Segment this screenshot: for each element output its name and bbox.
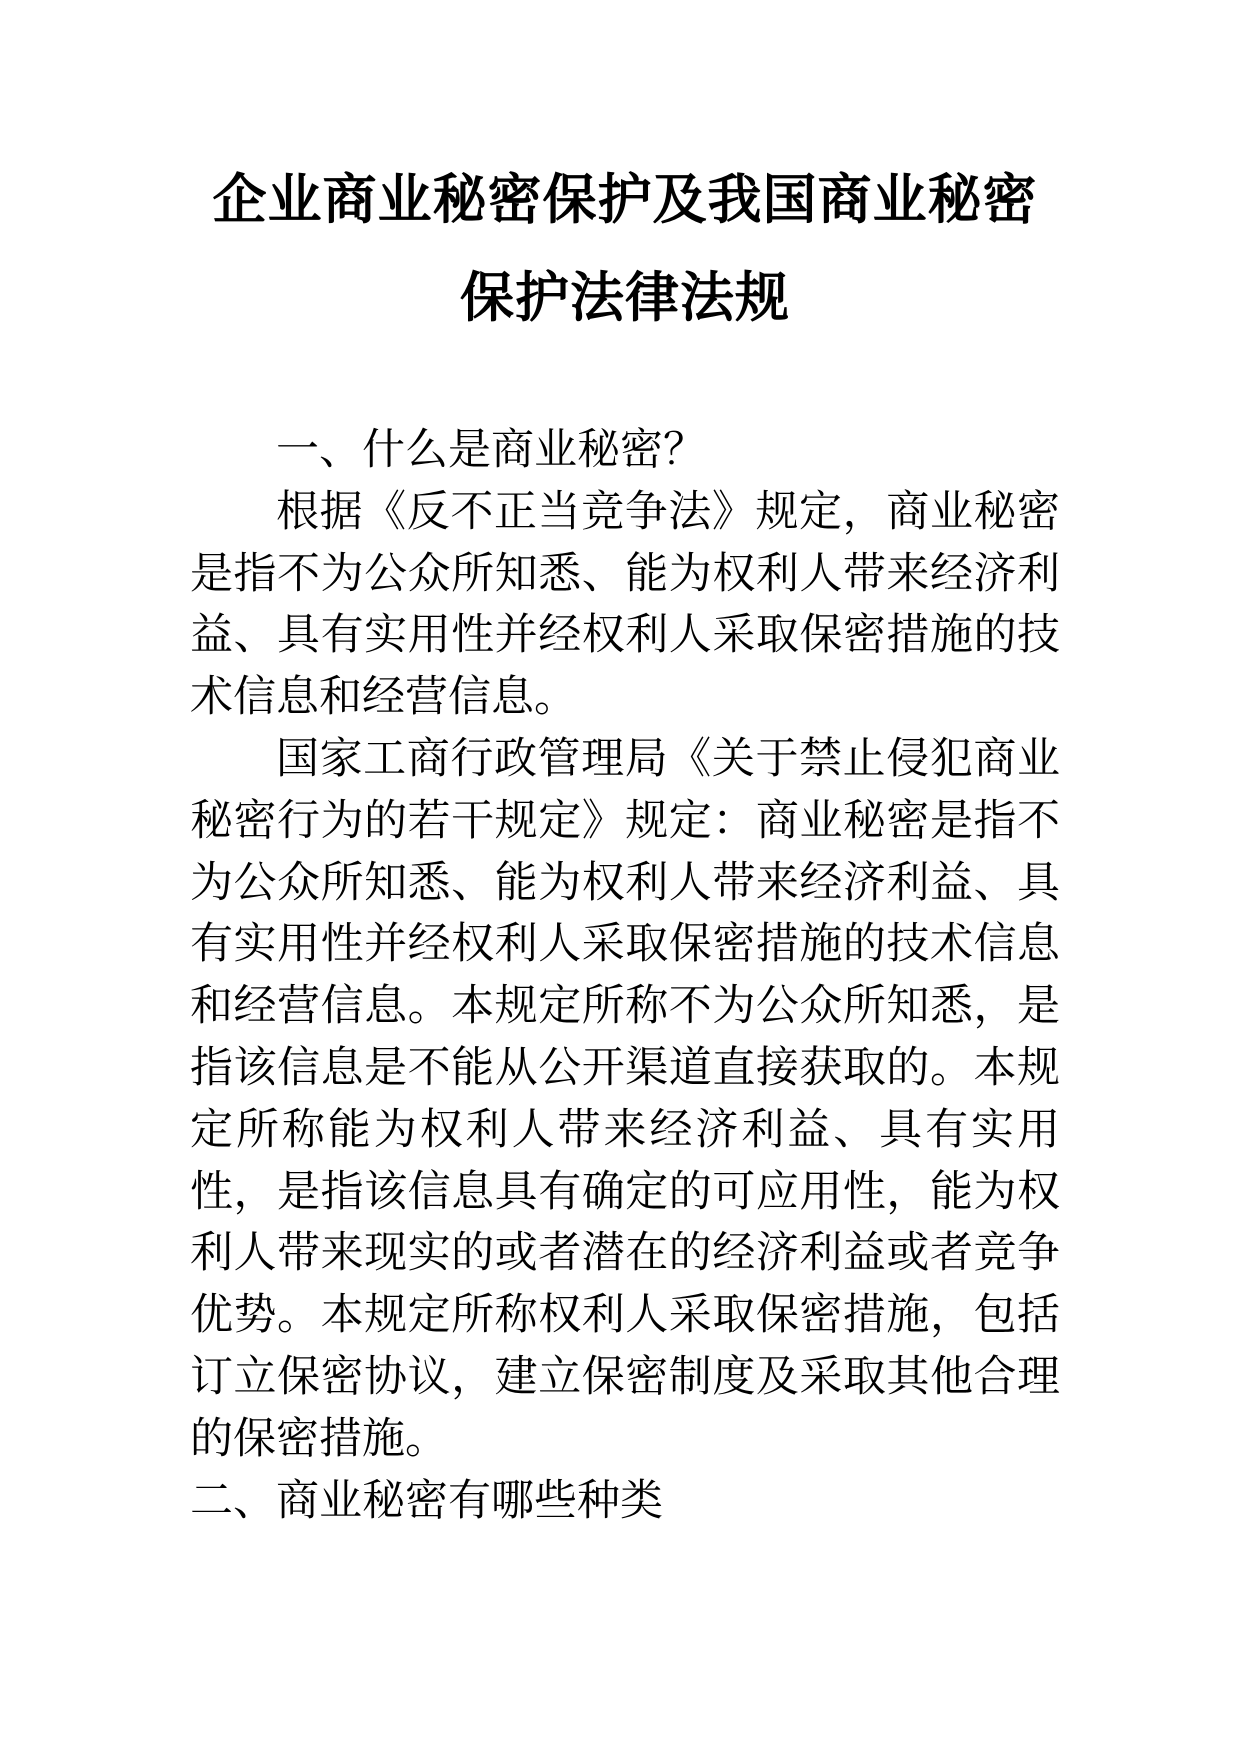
document-title-line-1: 企业商业秘密保护及我国商业秘密 <box>212 167 1038 231</box>
document-title-line-2: 保护法律法规 <box>460 265 790 329</box>
paragraph-definition-regulation: 国家工商行政管理局《关于禁止侵犯商业秘密行为的若干规定》规定：商业秘密是指不为公众所知悉、能为权利人带来经济利益、具有实用性并经权利人采取保密措施的技术信息和经营信息。本规定所称不为公众所知悉，是指该信息是不能从公开渠道直接获取的。本规定所称能为权利人带来经济利益、具有实用性，是指该信息具有确定的可应用性，能为权利人带来现实的或者潜在的经济利益或者竞争优势。本规定所称权利人采取保密措施，包括订立保密协议，建立保密制度及采取其他合理的保密措施。 <box>190 733 1060 1464</box>
section-heading-2: 二、商业秘密有哪些种类 <box>190 1475 663 1526</box>
document-body <box>190 420 1060 1532</box>
paragraph-definition-law: 根据《反不正当竞争法》规定，商业秘密是指不为公众所知悉、能为权利人带来经济利益、具有实用性并经权利人采取保密措施的技术信息和经营信息。 <box>190 486 1060 723</box>
section-heading-1: 一、什么是商业秘密？ <box>276 425 706 475</box>
